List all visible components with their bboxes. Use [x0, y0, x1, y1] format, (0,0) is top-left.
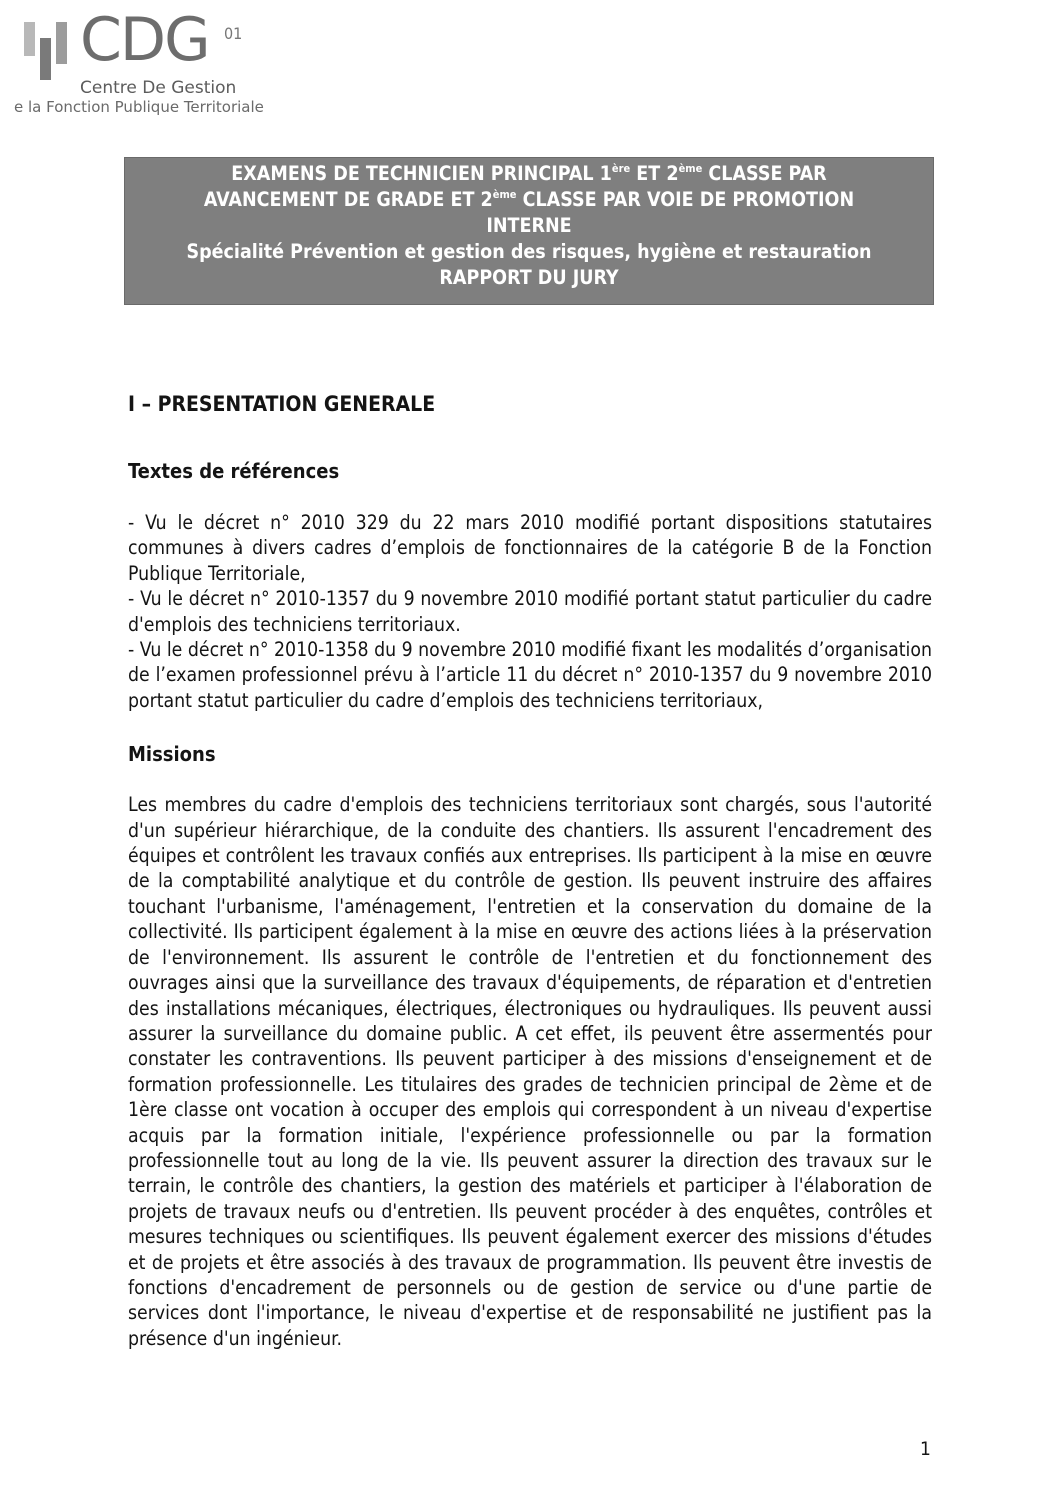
logo-mark: CDG	[80, 5, 209, 75]
missions-paragraph: Les membres du cadre d'emplois des techniciens territoriaux sont chargés, sous l'autorité d'un supérieur hiérarchique, de la conduite des chantiers. Ils assurent l'encadrement des équipes et contrôlent les travaux confiés aux entreprises. Ils participent à la mise en œuvre de la comptabilité analytique et du contrôle de gestion. Ils peuvent instruire des affaires touchant l'urbanisme, l'aménagement, l'entretien et la conservation du domaine de la collectivité. Ils participent également à la mise en œuvre des actions liées à la préservation de l'environnement. Ils assurent le contrôle de l'entretien et du fonctionnement des ouvrages ainsi que la surveillance des travaux d'équipements, de réparation et d'entretien des installations mécaniques, électriques, électroniques ou hydrauliques. Ils peuvent aussi assurer la surveillance du domaine public. A cet effet, ils peuvent être assermentés pour constater les contraventions. Ils peuvent participer à des missions d'enseignement et de formation professionnelle. Les titulaires des grades de technicien principal de 2ème et de 1ère classe ont vocation à occuper des emplois qui correspondent à un niveau d'expertise acquis par la formation initiale, l'expérience professionnelle ou par la formation professionnelle tout au long de la vie. Ils peuvent assurer la direction des travaux sur le terrain, le contrôle des chantiers, la gestion des matériels et participer à l'élaboration de projets de travaux neufs ou d'entretien. Ils peuvent procéder à des enquêtes, contrôles et mesures techniques ou scientifiques. Ils peuvent également exercer des missions d'études et de projets et être associés à des travaux de programmation. Ils peuvent être investis de fonctions d'encadrement de personnels ou de gestion de service ou d'une partie de services dont l'importance, le niveau d'expertise et de responsabilité ne justifient pas la présence d'un ingénieur.	[128, 793, 932, 1350]
document-body	[128, 388, 932, 1351]
missions-heading: Missions	[128, 742, 216, 767]
page-number: 1	[920, 1438, 931, 1460]
banner-superscript: ère	[611, 162, 631, 175]
logo-org-subtitle: e la Fonction Publique Territoriale	[14, 98, 264, 116]
references-heading: Textes de références	[128, 459, 340, 483]
banner-superscript: ème	[678, 162, 703, 175]
reference-item: - Vu le décret n° 2010 329 du 22 mars 2010 modifié portant dispositions statutaires communes à divers cadres d’emplois de fonctionnaires de la catégorie B de la Fonction Publique Territoriale,	[128, 511, 932, 585]
banner-text: EXAMENS DE TECHNICIEN PRINCIPAL 1	[231, 162, 612, 185]
title-banner	[124, 157, 934, 305]
logo-org-name: Centre De Gestion	[80, 78, 237, 98]
references-list	[128, 510, 932, 713]
banner-text: ET 2	[630, 162, 679, 185]
banner-line-1	[125, 161, 933, 187]
logo-bar-icon	[40, 38, 51, 80]
banner-report-title: RAPPORT DU JURY	[439, 266, 619, 289]
banner-line-2	[125, 187, 933, 213]
logo-bar-icon	[56, 22, 67, 64]
cdg-logo	[14, 5, 264, 118]
reference-item: - Vu le décret n° 2010-1358 du 9 novembre 2010 modifié fixant les modalités d’organisation de l’examen professionnel prévu à l’article 11 du décret n° 2010-1357 du 9 novembre 2010 portant statut particulier du cadre d’emplois des techniciens territoriaux,	[128, 638, 932, 712]
banner-text: AVANCEMENT DE GRADE ET 2	[203, 188, 493, 211]
banner-line-3: INTERNE	[486, 214, 572, 237]
reference-item: - Vu le décret n° 2010-1357 du 9 novembre 2010 modifié portant statut particulier du cadre d'emplois des techniciens territoriaux.	[128, 587, 932, 636]
banner-text: CLASSE PAR VOIE DE PROMOTION	[516, 188, 855, 211]
logo-superscript: 01	[224, 24, 243, 43]
logo-bar-icon	[24, 22, 35, 56]
section-title: I – PRESENTATION GENERALE	[128, 392, 436, 416]
banner-specialty: Spécialité Prévention et gestion des risques, hygiène et restauration	[186, 240, 872, 263]
banner-text: CLASSE PAR	[702, 162, 827, 185]
banner-superscript: ème	[492, 188, 517, 201]
